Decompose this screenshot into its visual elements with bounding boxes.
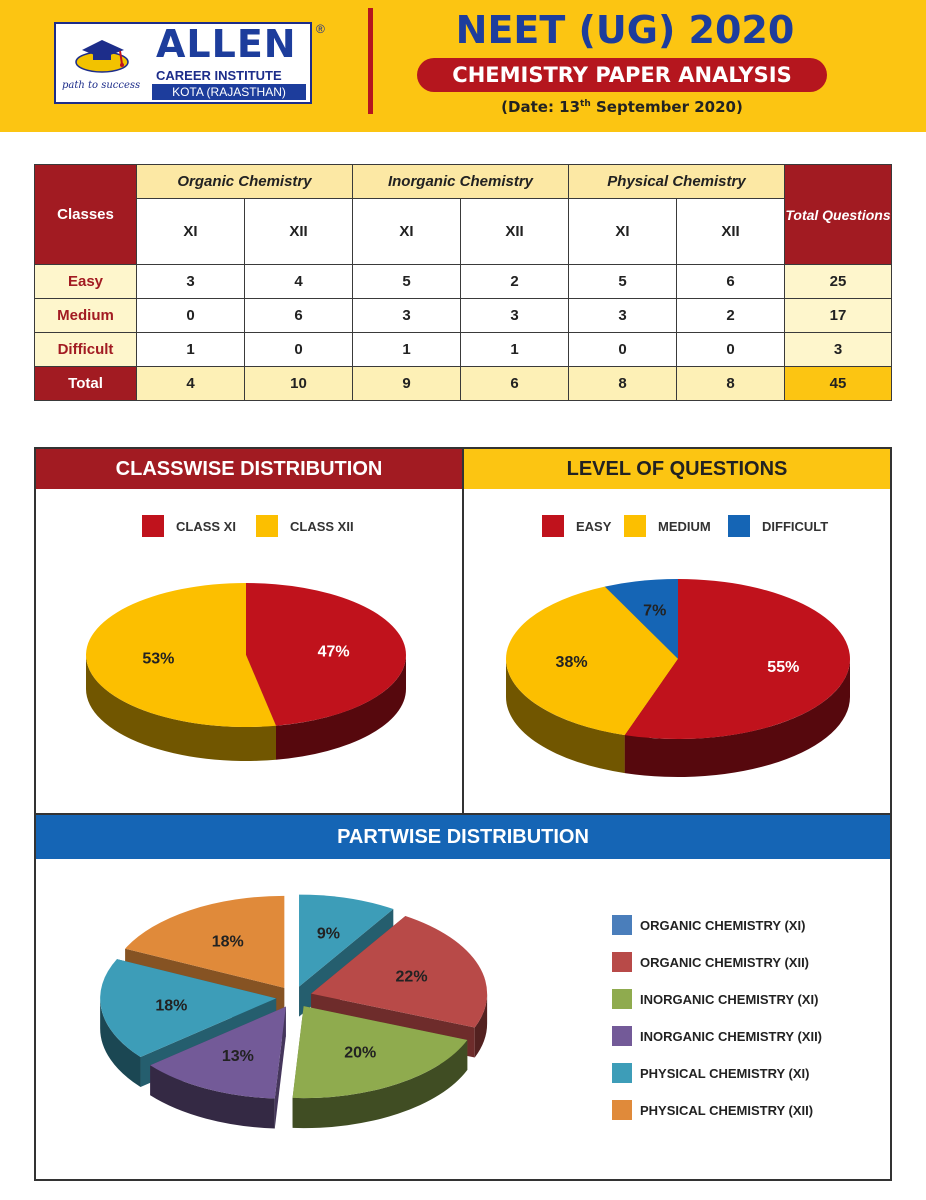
page-subtitle: CHEMISTRY PAPER ANALYSIS (417, 58, 827, 92)
pie-data-label: 13% (221, 1047, 254, 1065)
row-label: Total (35, 367, 137, 401)
table-cell: 3 (353, 299, 461, 333)
legend-swatch (542, 515, 564, 537)
legend-label: CLASS XI (176, 519, 236, 534)
exam-date: (Date: 13th September 2020) (501, 98, 743, 116)
legend-label: EASY (576, 519, 612, 534)
level-panel (462, 447, 892, 815)
table-cell: 6 (245, 299, 353, 333)
page-title: NEET (UG) 2020 (455, 8, 795, 52)
table-cell: 2 (461, 265, 569, 299)
classwise-chart (36, 491, 462, 815)
legend-swatch (728, 515, 750, 537)
table-cell: 8 (677, 367, 785, 401)
legend-swatch (624, 515, 646, 537)
table-row (35, 265, 892, 299)
brand-location: KOTA (RAJASTHAN) (152, 84, 306, 100)
subheader: XI (137, 199, 245, 265)
pie-data-label: 20% (344, 1044, 377, 1062)
group-header: Physical Chemistry (569, 165, 785, 199)
table-cell: 5 (353, 265, 461, 299)
analysis-table (34, 164, 892, 401)
table-cell: 0 (245, 333, 353, 367)
row-total: 25 (785, 265, 892, 299)
legend-swatch (612, 1026, 632, 1046)
legend-label: DIFFICULT (762, 519, 829, 534)
legend-label: ORGANIC CHEMISTRY (XI) (640, 918, 806, 933)
table-cell: 2 (677, 299, 785, 333)
subheader: XII (461, 199, 569, 265)
pie-data-label: 9% (316, 925, 341, 943)
corner-header: Classes (35, 165, 137, 265)
logo-wordmark (150, 22, 308, 100)
legend-label: PHYSICAL CHEMISTRY (XII) (640, 1103, 814, 1118)
classwise-panel (34, 447, 464, 815)
brand-subtitle: CAREER INSTITUTE (156, 68, 282, 83)
row-total: 17 (785, 299, 892, 333)
table-cell: 0 (569, 333, 677, 367)
partwise-title: PARTWISE DISTRIBUTION (36, 815, 890, 859)
pie-slices (506, 579, 850, 777)
level-chart (464, 491, 890, 815)
table-cell: 9 (353, 367, 461, 401)
grand-total: 45 (785, 367, 892, 401)
partwise-chart (36, 861, 890, 1181)
level-title: LEVEL OF QUESTIONS (464, 449, 890, 489)
legend-swatch (612, 915, 632, 935)
header-divider (368, 8, 373, 114)
classwise-title: CLASSWISE DISTRIBUTION (36, 449, 462, 489)
table-cell: 8 (569, 367, 677, 401)
legend-swatch (612, 952, 632, 972)
partwise-panel (34, 813, 892, 1181)
table-cell: 6 (677, 265, 785, 299)
table-cell: 4 (245, 265, 353, 299)
legend-swatch (612, 1063, 632, 1083)
logo-emblem (58, 26, 148, 100)
legend-label: PHYSICAL CHEMISTRY (XI) (640, 1066, 810, 1081)
registered-mark: ® (316, 22, 325, 36)
table-total-row (35, 367, 892, 401)
pie-data-label: 18% (211, 933, 244, 951)
group-header: Inorganic Chemistry (353, 165, 569, 199)
total-header: Total Questions (785, 165, 892, 265)
table-row (35, 299, 892, 333)
table-cell: 3 (137, 265, 245, 299)
table-cell: 0 (137, 299, 245, 333)
pie-data-label: 7% (643, 602, 667, 620)
legend-label: MEDIUM (658, 519, 711, 534)
table-cell: 1 (353, 333, 461, 367)
table-cell: 3 (461, 299, 569, 333)
allen-logo (54, 22, 312, 104)
legend-swatch (142, 515, 164, 537)
table-row (35, 333, 892, 367)
row-total: 3 (785, 333, 892, 367)
pie-data-label: 53% (142, 650, 175, 668)
table-cell: 0 (677, 333, 785, 367)
pie-data-label: 55% (767, 658, 800, 676)
table-cell: 6 (461, 367, 569, 401)
legend-swatch (612, 1100, 632, 1120)
subheader: XII (245, 199, 353, 265)
page-header (0, 0, 926, 132)
group-header: Organic Chemistry (137, 165, 353, 199)
row-label: Medium (35, 299, 137, 333)
table-cell: 10 (245, 367, 353, 401)
legend-label: INORGANIC CHEMISTRY (XII) (640, 1029, 823, 1044)
pie-data-label: 47% (317, 643, 350, 661)
row-label: Easy (35, 265, 137, 299)
logo-tagline: path to success (62, 80, 141, 91)
pie-data-label: 18% (155, 997, 188, 1015)
table-cell: 1 (461, 333, 569, 367)
legend-label: INORGANIC CHEMISTRY (XI) (640, 992, 819, 1007)
pie-slices (86, 583, 406, 761)
legend-label: CLASS XII (290, 519, 354, 534)
table-cell: 1 (137, 333, 245, 367)
row-label: Difficult (35, 333, 137, 367)
brand-name: ALLEN (156, 22, 297, 66)
subheader: XI (569, 199, 677, 265)
subheader: XI (353, 199, 461, 265)
pie-data-label: 38% (555, 654, 588, 672)
table-cell: 5 (569, 265, 677, 299)
pie-data-label: 22% (395, 968, 428, 986)
table-cell: 3 (569, 299, 677, 333)
legend-label: ORGANIC CHEMISTRY (XII) (640, 955, 810, 970)
legend-swatch (612, 989, 632, 1009)
table-cell: 4 (137, 367, 245, 401)
subheader: XII (677, 199, 785, 265)
graduation-cap-icon (58, 26, 148, 80)
legend-swatch (256, 515, 278, 537)
